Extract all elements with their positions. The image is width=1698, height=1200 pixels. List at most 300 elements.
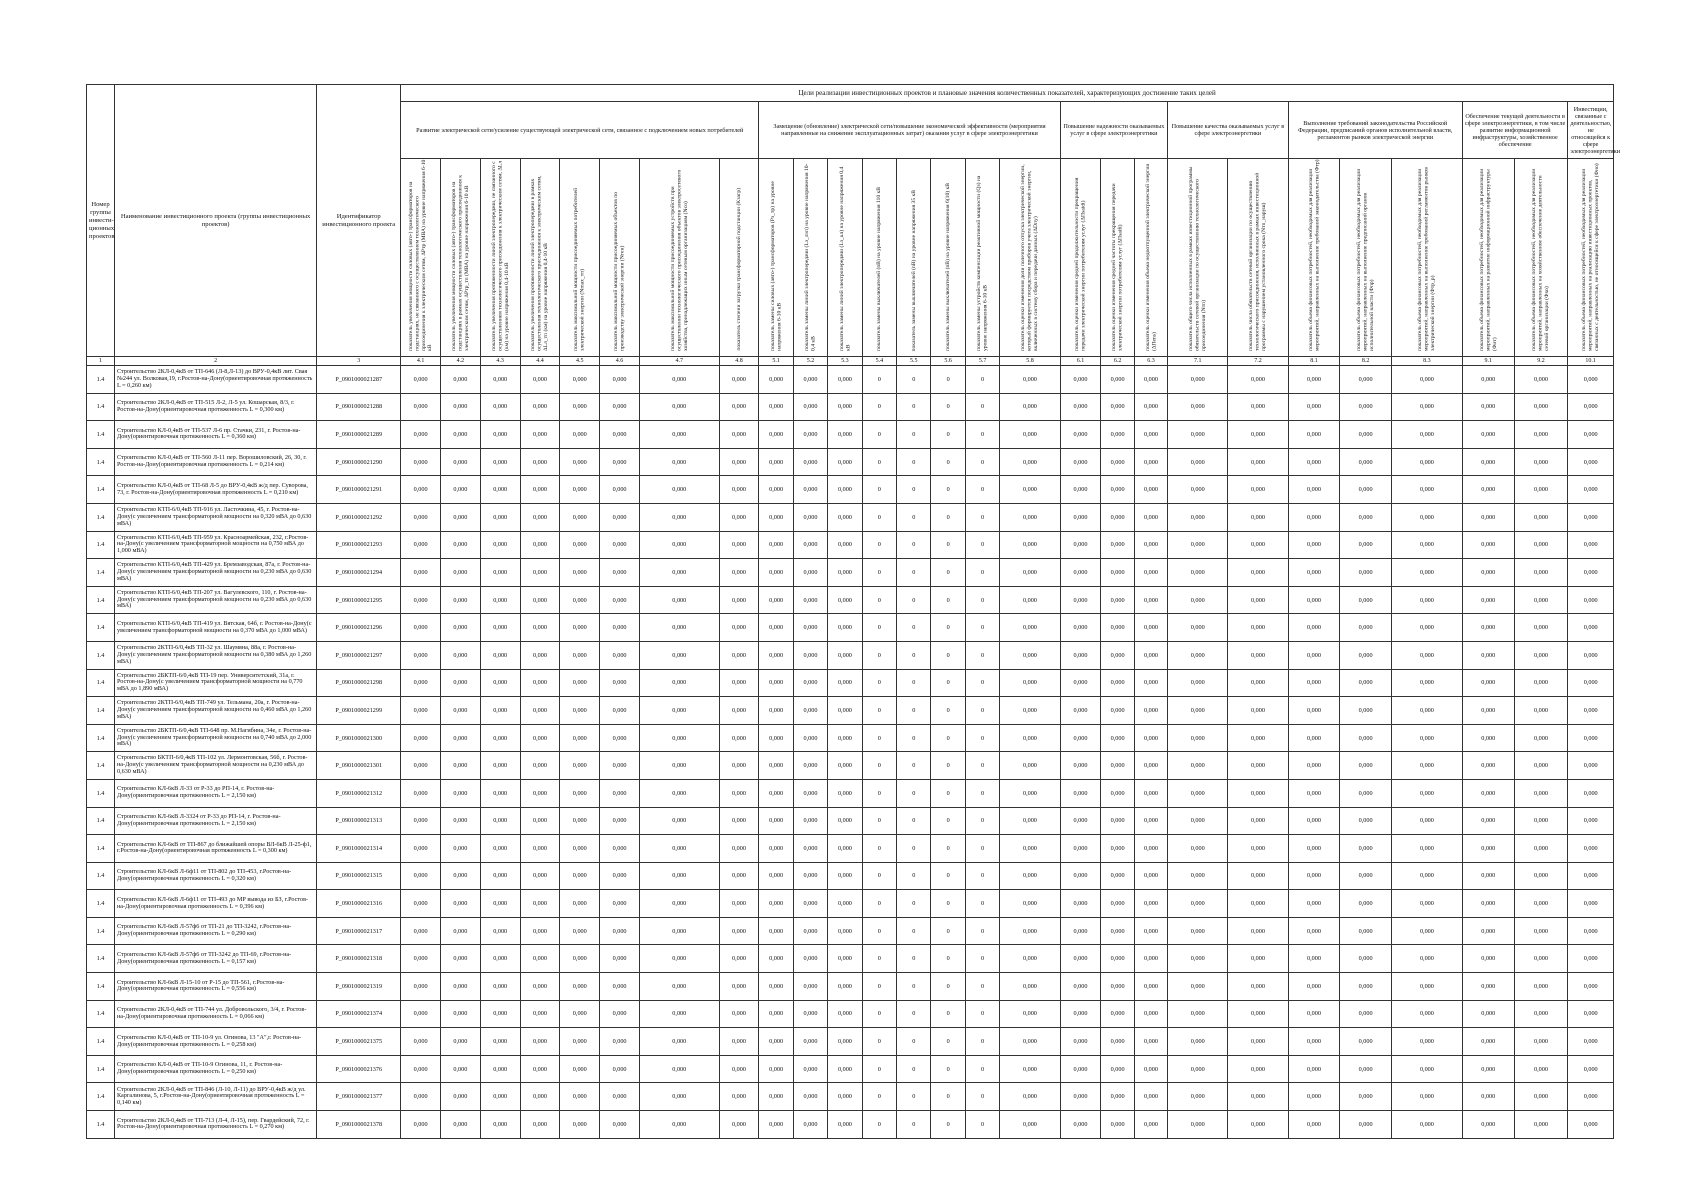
indicator-value-cell: 0,000 bbox=[639, 1111, 719, 1139]
group-number-cell: 1.4 bbox=[87, 973, 115, 1001]
indicator-value-cell: 0,000 bbox=[828, 366, 862, 394]
indicator-header bbox=[897, 159, 931, 357]
indicator-value-cell: 0,000 bbox=[639, 779, 719, 807]
indicator-value-cell: 0,000 bbox=[1101, 1028, 1134, 1056]
indicator-value-cell: 0,000 bbox=[759, 669, 793, 697]
indicator-value-cell: 0,000 bbox=[1462, 669, 1514, 697]
table-row bbox=[87, 448, 1614, 476]
indicator-value-cell: 0,000 bbox=[401, 697, 441, 725]
indicator-value-cell: 0,000 bbox=[1340, 1083, 1392, 1111]
indicator-value-cell: 0,000 bbox=[600, 1028, 640, 1056]
project-id-cell: P_0901000021317 bbox=[317, 917, 401, 945]
indicator-value-cell: 0,000 bbox=[719, 641, 759, 669]
indicator-value-cell: 0,000 bbox=[1462, 945, 1514, 973]
indicator-value-cell: 0 bbox=[965, 917, 999, 945]
indicator-value-cell: 0,000 bbox=[1101, 421, 1134, 449]
column-number: 4.2 bbox=[440, 357, 480, 366]
indicator-value-cell: 0,000 bbox=[1391, 586, 1462, 614]
indicator-value-cell: 0,000 bbox=[828, 503, 862, 531]
indicator-value-cell: 0,000 bbox=[1288, 503, 1340, 531]
indicator-value-cell: 0,000 bbox=[1228, 862, 1288, 890]
table-row bbox=[87, 503, 1614, 531]
indicator-value-cell: 0,000 bbox=[1228, 973, 1288, 1001]
indicator-value-cell: 0,000 bbox=[600, 614, 640, 642]
indicator-value-cell: 0,000 bbox=[793, 559, 827, 587]
indicator-value-cell: 0,000 bbox=[1101, 614, 1134, 642]
project-id-cell: P_0901000021300 bbox=[317, 724, 401, 752]
indicator-value-cell: 0 bbox=[862, 1055, 896, 1083]
indicator-value-cell: 0,000 bbox=[1514, 1111, 1568, 1139]
column-number: 5.1 bbox=[759, 357, 793, 366]
indicator-value-cell: 0,000 bbox=[1060, 973, 1101, 1001]
indicator-value-cell: 0,000 bbox=[560, 1028, 600, 1056]
indicator-value-cell: 0 bbox=[862, 559, 896, 587]
indicator-value-cell: 0,000 bbox=[1340, 366, 1392, 394]
indicator-value-cell: 0,000 bbox=[520, 503, 560, 531]
indicator-value-cell: 0,000 bbox=[1168, 835, 1228, 863]
indicator-value-cell: 0,000 bbox=[1168, 945, 1228, 973]
indicator-value-cell: 0,000 bbox=[401, 862, 441, 890]
indicator-value-cell: 0,000 bbox=[1134, 476, 1167, 504]
indicator-value-cell: 0,000 bbox=[1168, 366, 1228, 394]
indicator-value-cell: 0,000 bbox=[1568, 697, 1614, 725]
indicator-value-cell: 0,000 bbox=[639, 448, 719, 476]
indicator-value-cell: 0,000 bbox=[440, 586, 480, 614]
indicator-value-cell: 0,000 bbox=[401, 973, 441, 1001]
indicator-value-cell: 0,000 bbox=[793, 503, 827, 531]
indicator-value-cell: 0,000 bbox=[1101, 807, 1134, 835]
indicator-value-cell: 0,000 bbox=[480, 476, 520, 504]
indicator-value-cell: 0 bbox=[931, 945, 965, 973]
table-row bbox=[87, 1083, 1614, 1111]
indicator-value-cell: 0,000 bbox=[1462, 779, 1514, 807]
indicator-value-cell: 0,000 bbox=[759, 531, 793, 559]
indicator-value-cell: 0,000 bbox=[1340, 393, 1392, 421]
indicator-value-cell: 0,000 bbox=[1568, 1028, 1614, 1056]
indicator-value-cell: 0,000 bbox=[1101, 1000, 1134, 1028]
indicator-value-cell: 0 bbox=[965, 973, 999, 1001]
indicator-value-cell: 0,000 bbox=[1288, 531, 1340, 559]
indicator-value-cell: 0,000 bbox=[520, 807, 560, 835]
indicator-value-cell: 0 bbox=[862, 835, 896, 863]
indicator-value-cell: 0,000 bbox=[639, 476, 719, 504]
table-row bbox=[87, 807, 1614, 835]
indicator-value-cell: 0,000 bbox=[639, 614, 719, 642]
indicator-value-cell: 0,000 bbox=[560, 1055, 600, 1083]
indicator-value-cell: 0,000 bbox=[1568, 503, 1614, 531]
indicator-value-cell: 0,000 bbox=[1101, 503, 1134, 531]
indicator-value-cell: 0,000 bbox=[719, 1083, 759, 1111]
indicator-value-cell: 0,000 bbox=[440, 448, 480, 476]
indicator-value-cell: 0,000 bbox=[1060, 1083, 1101, 1111]
indicator-value-cell: 0,000 bbox=[793, 945, 827, 973]
indicator-value-cell: 0,000 bbox=[1228, 669, 1288, 697]
indicator-value-cell: 0,000 bbox=[401, 835, 441, 863]
indicator-value-cell: 0,000 bbox=[1462, 614, 1514, 642]
indicator-value-cell: 0,000 bbox=[1101, 724, 1134, 752]
indicator-value-cell: 0,000 bbox=[759, 1111, 793, 1139]
indicator-value-cell: 0,000 bbox=[1391, 393, 1462, 421]
indicator-value-cell: 0,000 bbox=[793, 862, 827, 890]
indicator-value-cell: 0,000 bbox=[1134, 503, 1167, 531]
indicator-value-cell: 0,000 bbox=[1168, 421, 1228, 449]
indicator-value-cell: 0,000 bbox=[1288, 641, 1340, 669]
indicator-value-cell: 0,000 bbox=[1288, 448, 1340, 476]
indicator-value-cell: 0,000 bbox=[1101, 641, 1134, 669]
indicator-value-cell: 0,000 bbox=[1391, 614, 1462, 642]
indicator-value-cell: 0,000 bbox=[560, 448, 600, 476]
table-row bbox=[87, 366, 1614, 394]
indicator-value-cell: 0 bbox=[897, 697, 931, 725]
indicator-value-cell: 0,000 bbox=[719, 393, 759, 421]
indicator-value-cell: 0 bbox=[965, 807, 999, 835]
indicator-value-cell: 0,000 bbox=[1514, 835, 1568, 863]
indicator-value-cell: 0,000 bbox=[480, 1055, 520, 1083]
indicator-value-cell: 0,000 bbox=[759, 366, 793, 394]
indicator-value-cell: 0,000 bbox=[759, 973, 793, 1001]
indicator-value-cell: 0 bbox=[897, 641, 931, 669]
indicator-value-cell: 0,000 bbox=[1568, 559, 1614, 587]
indicator-value-cell: 0,000 bbox=[759, 448, 793, 476]
indicator-value-cell: 0,000 bbox=[1462, 476, 1514, 504]
indicator-value-cell: 0,000 bbox=[1168, 1083, 1228, 1111]
indicator-value-cell: 0,000 bbox=[520, 614, 560, 642]
group-number-cell: 1.4 bbox=[87, 503, 115, 531]
indicator-value-cell: 0,000 bbox=[560, 393, 600, 421]
indicator-value-cell: 0,000 bbox=[440, 1111, 480, 1139]
table-body bbox=[87, 366, 1614, 1139]
project-id-cell: P_0901000021289 bbox=[317, 421, 401, 449]
indicator-value-cell: 0 bbox=[931, 890, 965, 918]
indicator-value-cell: 0,000 bbox=[480, 752, 520, 780]
column-number: 4.5 bbox=[560, 357, 600, 366]
indicator-value-cell: 0,000 bbox=[1168, 752, 1228, 780]
indicator-value-cell: 0,000 bbox=[793, 752, 827, 780]
indicator-value-cell: 0,000 bbox=[1168, 1000, 1228, 1028]
indicator-value-cell: 0,000 bbox=[480, 669, 520, 697]
indicator-value-cell: 0,000 bbox=[639, 641, 719, 669]
group-number-cell: 1.4 bbox=[87, 779, 115, 807]
indicator-header bbox=[1134, 159, 1167, 357]
investment-table-document bbox=[86, 84, 1621, 1139]
indicator-label: показатель оценки изменения объема недоотпущенной электрической энергии (ΔПens) bbox=[1144, 163, 1157, 351]
indicator-value-cell: 0,000 bbox=[440, 945, 480, 973]
indicator-value-cell: 0,000 bbox=[759, 752, 793, 780]
indicator-value-cell: 0,000 bbox=[639, 503, 719, 531]
indicator-value-cell: 0,000 bbox=[1101, 917, 1134, 945]
indicator-value-cell: 0 bbox=[897, 559, 931, 587]
project-name-cell: Строительство КЛ-6кВ от ТП-867 до ближайшей опоры ВЛ-6кВ Л-25-ф1, г.Ростов-на-Дону(ориентировочная протяженность L = 0,300 км) bbox=[114, 835, 316, 863]
indicator-value-cell: 0 bbox=[931, 1111, 965, 1139]
group-number-cell: 1.4 bbox=[87, 1083, 115, 1111]
indicator-value-cell: 0,000 bbox=[719, 586, 759, 614]
indicator-label: показатель замены силовых (авто-) трансформаторов (Pз_тр) на уровне напряжения 6-10 кВ bbox=[769, 181, 783, 351]
indicator-value-cell: 0,000 bbox=[719, 917, 759, 945]
indicator-value-cell: 0,000 bbox=[1134, 973, 1167, 1001]
indicator-value-cell: 0 bbox=[965, 945, 999, 973]
indicator-value-cell: 0,000 bbox=[1391, 531, 1462, 559]
indicator-value-cell: 0,000 bbox=[1060, 917, 1101, 945]
table-row bbox=[87, 393, 1614, 421]
column-number: 8.1 bbox=[1288, 357, 1340, 366]
indicator-value-cell: 0 bbox=[897, 448, 931, 476]
indicator-value-cell: 0 bbox=[931, 586, 965, 614]
table-row bbox=[87, 1000, 1614, 1028]
indicator-label: показатель увеличения протяженности линий электропередачи, не связанного с осуществлением технологического присоединения к электрическим сетям, ΔLл (км) на уровне напряжения 0,4-10 кВ bbox=[490, 160, 510, 351]
indicator-value-cell: 0 bbox=[862, 1028, 896, 1056]
indicator-value-cell: 0,000 bbox=[793, 973, 827, 1001]
project-id-cell: P_0901000021298 bbox=[317, 669, 401, 697]
indicator-value-cell: 0,000 bbox=[759, 779, 793, 807]
indicator-value-cell: 0,000 bbox=[1134, 366, 1167, 394]
indicator-value-cell: 0 bbox=[931, 1000, 965, 1028]
indicator-value-cell: 0,000 bbox=[600, 1111, 640, 1139]
indicator-value-cell: 0,000 bbox=[1000, 807, 1060, 835]
indicator-value-cell: 0,000 bbox=[440, 752, 480, 780]
indicator-value-cell: 0 bbox=[931, 614, 965, 642]
indicator-value-cell: 0,000 bbox=[480, 586, 520, 614]
indicator-value-cell: 0,000 bbox=[793, 669, 827, 697]
group-number-cell: 1.4 bbox=[87, 917, 115, 945]
indicator-value-cell: 0,000 bbox=[1568, 669, 1614, 697]
indicator-value-cell: 0,000 bbox=[793, 366, 827, 394]
project-id-cell: P_0901000021291 bbox=[317, 476, 401, 504]
project-name-cell: Строительство 2КЛ-0,4кВ от ТП-846 (Л-10, Л-11) до ВРУ-0,4кВ ж/д ул. Каргалинова, 5, г.Ростов-на-Дону(ориентировочная протяженность L = 0,140 км) bbox=[114, 1083, 316, 1111]
indicator-value-cell: 0,000 bbox=[1134, 779, 1167, 807]
indicator-value-cell: 0,000 bbox=[520, 559, 560, 587]
indicator-value-cell: 0,000 bbox=[480, 807, 520, 835]
indicator-value-cell: 0,000 bbox=[1462, 503, 1514, 531]
indicator-value-cell: 0,000 bbox=[1391, 945, 1462, 973]
indicator-value-cell: 0,000 bbox=[401, 421, 441, 449]
indicator-value-cell: 0,000 bbox=[1462, 752, 1514, 780]
indicator-value-cell: 0,000 bbox=[560, 779, 600, 807]
indicator-value-cell: 0,000 bbox=[1000, 393, 1060, 421]
indicator-value-cell: 0,000 bbox=[1391, 503, 1462, 531]
indicator-value-cell: 0,000 bbox=[639, 421, 719, 449]
indicator-value-cell: 0,000 bbox=[520, 862, 560, 890]
indicator-label: показатель максимальной мощности присоединяемых объектов по производству электрической энергии (Nген) bbox=[613, 191, 626, 351]
indicator-label: показатель оценки изменения средней продолжительности прекращения передачи электрической энергии потребителям услуг (ΔПsaidi) bbox=[1074, 177, 1087, 351]
indicator-value-cell: 0,000 bbox=[1000, 1055, 1060, 1083]
indicator-value-cell: 0,000 bbox=[759, 421, 793, 449]
indicator-value-cell: 0,000 bbox=[1462, 366, 1514, 394]
table-title: Цели реализации инвестиционных проектов и плановые значения количественных показателей, характеризующих достижение таких целей bbox=[401, 85, 1614, 102]
group-header: Замещение (обновление) электрической сети/повышение экономической эффективности (мероприятия направленные на снижение эксплуатационных затрат) оказания услуг в сфере электроэнергетики bbox=[759, 102, 1060, 159]
indicator-value-cell: 0,000 bbox=[1000, 973, 1060, 1001]
indicator-value-cell: 0 bbox=[965, 1000, 999, 1028]
indicator-value-cell: 0,000 bbox=[1391, 1028, 1462, 1056]
indicator-label: показатель увеличения мощности силовых (авто-) трансформаторов на подстанциях в рамках осуществления технологического присоединения к электрическим сетям, ΔPтр_тп (МВА) на уровне напряжения 6-10 кВ bbox=[450, 175, 470, 351]
indicator-value-cell: 0,000 bbox=[793, 724, 827, 752]
indicator-header bbox=[1288, 159, 1340, 357]
project-name-cell: Строительство КЛ-6кВ Л-6ф11 от ТП-493 до МР вывода из БЗ, г.Ростов-на-Дону(ориентировочная протяженность L = 0,396 км) bbox=[114, 890, 316, 918]
indicator-value-cell: 0,000 bbox=[480, 503, 520, 531]
indicator-value-cell: 0 bbox=[931, 1083, 965, 1111]
indicator-value-cell: 0 bbox=[897, 973, 931, 1001]
indicator-value-cell: 0,000 bbox=[401, 641, 441, 669]
indicator-value-cell: 0,000 bbox=[1134, 835, 1167, 863]
indicator-value-cell: 0,000 bbox=[719, 559, 759, 587]
indicator-value-cell: 0,000 bbox=[828, 724, 862, 752]
indicator-value-cell: 0,000 bbox=[1391, 669, 1462, 697]
indicator-value-cell: 0,000 bbox=[1514, 393, 1568, 421]
indicator-value-cell: 0,000 bbox=[440, 724, 480, 752]
indicator-value-cell: 0,000 bbox=[440, 697, 480, 725]
indicator-label: показатель максимальной мощности присоединяемых устройств при осуществлении технологического присоединения объектов электросетевого хозяйства, принадлежащих иным сетевым организациям (Nсо) bbox=[669, 169, 689, 351]
indicator-value-cell: 0,000 bbox=[1391, 752, 1462, 780]
indicator-value-cell: 0,000 bbox=[1391, 1000, 1462, 1028]
indicator-value-cell: 0,000 bbox=[1228, 366, 1288, 394]
indicator-value-cell: 0,000 bbox=[639, 917, 719, 945]
indicator-value-cell: 0,000 bbox=[1134, 531, 1167, 559]
header-row-column-numbers bbox=[87, 357, 1614, 366]
indicator-value-cell: 0,000 bbox=[1391, 862, 1462, 890]
indicator-value-cell: 0,000 bbox=[1391, 366, 1462, 394]
indicator-value-cell: 0 bbox=[862, 1000, 896, 1028]
indicator-value-cell: 0,000 bbox=[759, 393, 793, 421]
indicator-value-cell: 0,000 bbox=[1288, 835, 1340, 863]
indicator-value-cell: 0 bbox=[931, 724, 965, 752]
indicator-value-cell: 0,000 bbox=[560, 1083, 600, 1111]
project-id-cell: P_0901000021375 bbox=[317, 1028, 401, 1056]
indicator-value-cell: 0,000 bbox=[1060, 1000, 1101, 1028]
indicator-value-cell: 0,000 bbox=[1000, 448, 1060, 476]
indicator-value-cell: 0 bbox=[862, 393, 896, 421]
indicator-value-cell: 0,000 bbox=[1060, 448, 1101, 476]
indicator-value-cell: 0,000 bbox=[1340, 835, 1392, 863]
indicator-value-cell: 0,000 bbox=[401, 669, 441, 697]
column-number: 4.8 bbox=[719, 357, 759, 366]
indicator-value-cell: 0 bbox=[862, 476, 896, 504]
indicator-value-cell: 0,000 bbox=[1134, 421, 1167, 449]
indicator-value-cell: 0,000 bbox=[1568, 917, 1614, 945]
indicator-header bbox=[639, 159, 719, 357]
indicator-value-cell: 0,000 bbox=[719, 697, 759, 725]
project-id-cell: P_0901000021292 bbox=[317, 503, 401, 531]
indicator-value-cell: 0,000 bbox=[1462, 1055, 1514, 1083]
indicator-value-cell: 0,000 bbox=[560, 752, 600, 780]
indicator-value-cell: 0,000 bbox=[480, 917, 520, 945]
indicator-value-cell: 0 bbox=[931, 559, 965, 587]
indicator-value-cell: 0,000 bbox=[1462, 724, 1514, 752]
indicator-value-cell: 0 bbox=[862, 862, 896, 890]
indicator-value-cell: 0,000 bbox=[1391, 476, 1462, 504]
indicator-value-cell: 0,000 bbox=[793, 807, 827, 835]
project-name-cell: Строительство 2КЛ-0,4кВ от ТП-515 Л-2, Л-5 ул. Кошарская, 8/3, г. Ростов-на-Дону(ориентировочная протяженность L = 0,300 км) bbox=[114, 393, 316, 421]
column-number: 4.1 bbox=[401, 357, 441, 366]
column-number: 5.3 bbox=[828, 357, 862, 366]
indicator-value-cell: 0,000 bbox=[1228, 1055, 1288, 1083]
indicator-header bbox=[480, 159, 520, 357]
indicator-value-cell: 0,000 bbox=[600, 448, 640, 476]
indicator-value-cell: 0 bbox=[897, 752, 931, 780]
indicator-value-cell: 0,000 bbox=[1340, 1028, 1392, 1056]
indicator-value-cell: 0,000 bbox=[1514, 779, 1568, 807]
indicator-value-cell: 0,000 bbox=[600, 476, 640, 504]
indicator-value-cell: 0,000 bbox=[639, 1028, 719, 1056]
indicator-value-cell: 0 bbox=[965, 421, 999, 449]
indicator-value-cell: 0,000 bbox=[1568, 1083, 1614, 1111]
group-number-cell: 1.4 bbox=[87, 641, 115, 669]
indicator-value-cell: 0,000 bbox=[759, 1055, 793, 1083]
indicator-value-cell: 0,000 bbox=[1514, 1055, 1568, 1083]
indicator-value-cell: 0,000 bbox=[639, 393, 719, 421]
indicator-value-cell: 0,000 bbox=[600, 559, 640, 587]
indicator-value-cell: 0,000 bbox=[440, 1083, 480, 1111]
indicator-value-cell: 0 bbox=[897, 1028, 931, 1056]
indicator-value-cell: 0,000 bbox=[1568, 1111, 1614, 1139]
indicator-value-cell: 0,000 bbox=[600, 752, 640, 780]
project-id-cell: P_0901000021313 bbox=[317, 807, 401, 835]
indicator-value-cell: 0,000 bbox=[1288, 807, 1340, 835]
indicator-value-cell: 0,000 bbox=[1168, 862, 1228, 890]
indicator-value-cell: 0,000 bbox=[1514, 1083, 1568, 1111]
indicator-value-cell: 0,000 bbox=[719, 890, 759, 918]
indicator-value-cell: 0,000 bbox=[1462, 807, 1514, 835]
indicator-value-cell: 0 bbox=[931, 1055, 965, 1083]
table-row bbox=[87, 697, 1614, 725]
indicator-value-cell: 0,000 bbox=[828, 1028, 862, 1056]
indicator-value-cell: 0,000 bbox=[1101, 1055, 1134, 1083]
indicator-value-cell: 0,000 bbox=[1134, 724, 1167, 752]
indicator-value-cell: 0,000 bbox=[560, 503, 600, 531]
indicator-value-cell: 0,000 bbox=[1514, 697, 1568, 725]
indicator-value-cell: 0,000 bbox=[1340, 614, 1392, 642]
indicator-value-cell: 0,000 bbox=[1568, 393, 1614, 421]
indicator-value-cell: 0,000 bbox=[828, 973, 862, 1001]
indicator-value-cell: 0,000 bbox=[1060, 1111, 1101, 1139]
project-id-cell: P_0901000021288 bbox=[317, 393, 401, 421]
project-name-cell: Строительство БКТП-6/0,4кВ ТП-102 ул. Лермонтовская, 56б, г. Ростов-на-Дону(с увеличением трансформаторной мощности на 0,230 мВА до 0,630 мВА) bbox=[114, 752, 316, 780]
indicator-value-cell: 0,000 bbox=[759, 641, 793, 669]
table-row bbox=[87, 862, 1614, 890]
indicator-value-cell: 0,000 bbox=[1168, 476, 1228, 504]
indicator-value-cell: 0,000 bbox=[1568, 724, 1614, 752]
indicator-value-cell: 0,000 bbox=[1514, 641, 1568, 669]
indicator-value-cell: 0,000 bbox=[793, 1000, 827, 1028]
indicator-value-cell: 0,000 bbox=[1568, 752, 1614, 780]
indicator-value-cell: 0,000 bbox=[828, 586, 862, 614]
indicator-value-cell: 0,000 bbox=[1340, 448, 1392, 476]
indicator-label: показатель общего числа исполненных в рамках инвестиционной программы обязательств сетевой организации по осуществлению технологического присоединения (Nтп) bbox=[1188, 166, 1207, 351]
indicator-value-cell: 0,000 bbox=[639, 1055, 719, 1083]
indicator-value-cell: 0,000 bbox=[480, 1000, 520, 1028]
indicator-value-cell: 0,000 bbox=[560, 1000, 600, 1028]
indicator-value-cell: 0,000 bbox=[759, 1028, 793, 1056]
indicator-value-cell: 0,000 bbox=[719, 614, 759, 642]
indicator-value-cell: 0,000 bbox=[828, 393, 862, 421]
indicator-value-cell: 0 bbox=[897, 531, 931, 559]
indicator-value-cell: 0,000 bbox=[1288, 697, 1340, 725]
column-number: 9.2 bbox=[1514, 357, 1568, 366]
indicator-value-cell: 0,000 bbox=[1514, 476, 1568, 504]
indicator-value-cell: 0,000 bbox=[828, 862, 862, 890]
indicator-value-cell: 0,000 bbox=[480, 641, 520, 669]
indicator-value-cell: 0,000 bbox=[1134, 862, 1167, 890]
indicator-value-cell: 0 bbox=[931, 752, 965, 780]
indicator-label: показатель максимальной мощности присоединяемых потребителей электрической энергии (Nmax_тп) bbox=[573, 187, 586, 351]
group-header: Повышение надежности оказываемых услуг в сфере электроэнергетики bbox=[1060, 102, 1168, 159]
indicator-value-cell: 0,000 bbox=[759, 890, 793, 918]
indicator-value-cell: 0,000 bbox=[600, 697, 640, 725]
indicator-value-cell: 0,000 bbox=[1168, 1111, 1228, 1139]
indicator-value-cell: 0,000 bbox=[793, 586, 827, 614]
indicator-value-cell: 0 bbox=[931, 448, 965, 476]
indicator-value-cell: 0,000 bbox=[1000, 724, 1060, 752]
indicator-value-cell: 0,000 bbox=[1462, 531, 1514, 559]
indicator-value-cell: 0,000 bbox=[639, 945, 719, 973]
